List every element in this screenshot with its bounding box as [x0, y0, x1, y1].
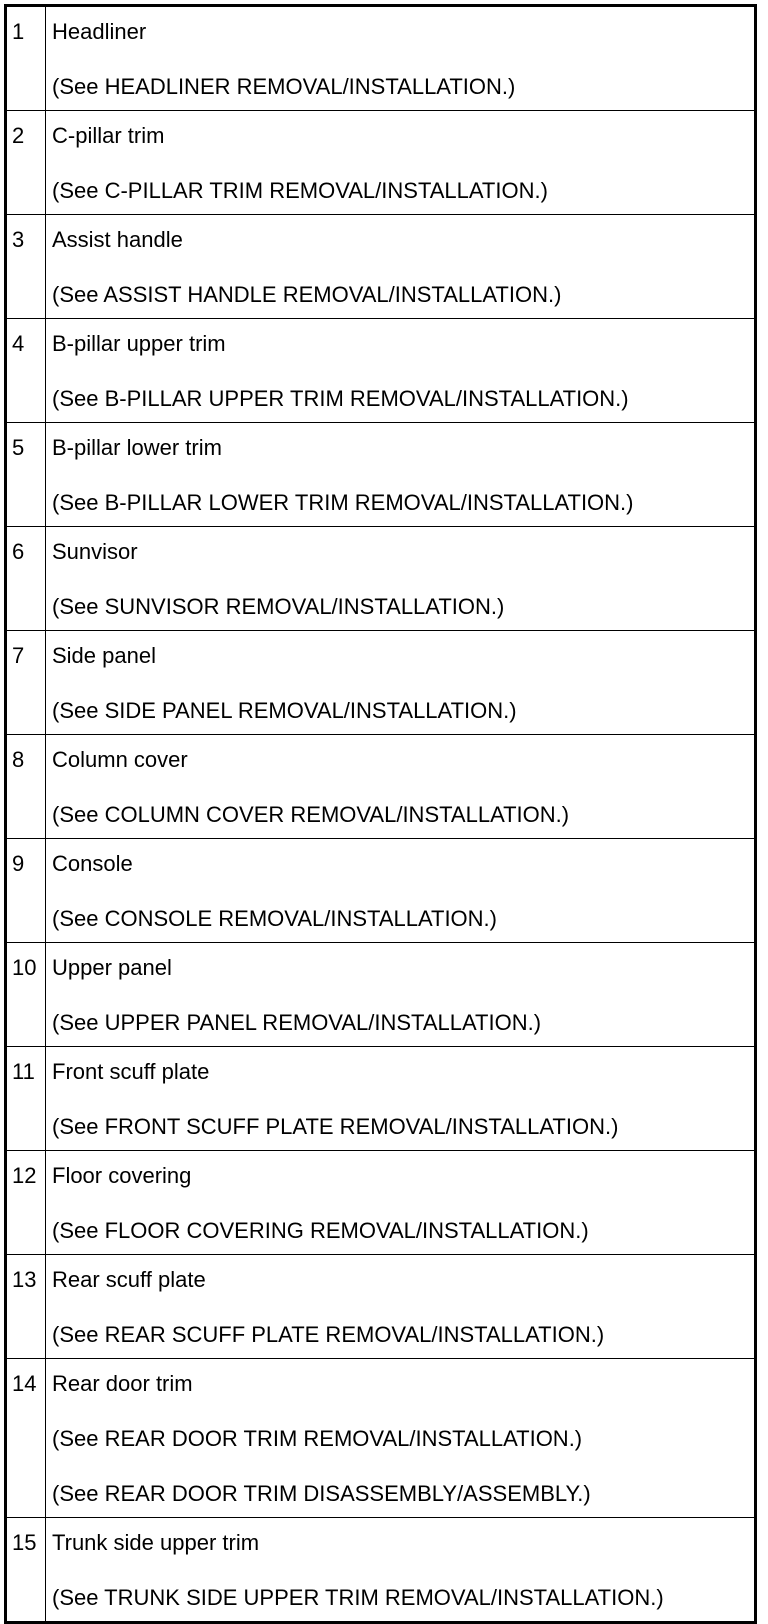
part-name: Assist handle	[52, 227, 183, 252]
item-number: 10	[6, 943, 46, 1047]
item-description	[46, 111, 756, 215]
procedure-reference: (See B-PILLAR UPPER TRIM REMOVAL/INSTALLATION.)	[52, 386, 629, 411]
table-row	[6, 1255, 756, 1359]
table-row	[6, 319, 756, 423]
item-number: 6	[6, 527, 46, 631]
table-row	[6, 943, 756, 1047]
item-description	[46, 6, 756, 111]
item-number: 8	[6, 735, 46, 839]
table-row	[6, 6, 756, 111]
item-number: 13	[6, 1255, 46, 1359]
item-number: 1	[6, 6, 46, 111]
procedure-reference: (See FRONT SCUFF PLATE REMOVAL/INSTALLATION.)	[52, 1114, 619, 1139]
item-description	[46, 631, 756, 735]
item-description	[46, 1047, 756, 1151]
part-name: B-pillar lower trim	[52, 435, 222, 460]
part-name: Rear scuff plate	[52, 1267, 206, 1292]
part-name: Column cover	[52, 747, 188, 772]
item-description	[46, 735, 756, 839]
item-number: 3	[6, 215, 46, 319]
item-number: 5	[6, 423, 46, 527]
table-row	[6, 1151, 756, 1255]
item-number: 15	[6, 1518, 46, 1623]
item-description	[46, 527, 756, 631]
part-name: Floor covering	[52, 1163, 192, 1188]
part-name: Upper panel	[52, 955, 172, 980]
table-row	[6, 735, 756, 839]
item-number: 12	[6, 1151, 46, 1255]
item-number: 4	[6, 319, 46, 423]
table-row	[6, 111, 756, 215]
item-description	[46, 215, 756, 319]
parts-table	[4, 4, 757, 1624]
item-number: 11	[6, 1047, 46, 1151]
part-name: Trunk side upper trim	[52, 1530, 260, 1555]
table-row	[6, 1047, 756, 1151]
item-description	[46, 1255, 756, 1359]
item-number: 7	[6, 631, 46, 735]
procedure-reference: (See SIDE PANEL REMOVAL/INSTALLATION.)	[52, 698, 517, 723]
procedure-reference: (See ASSIST HANDLE REMOVAL/INSTALLATION.)	[52, 282, 562, 307]
part-name: Side panel	[52, 643, 156, 668]
procedure-reference: (See C-PILLAR TRIM REMOVAL/INSTALLATION.)	[52, 178, 548, 203]
table-row	[6, 423, 756, 527]
procedure-reference: (See HEADLINER REMOVAL/INSTALLATION.)	[52, 74, 516, 99]
procedure-reference: (See COLUMN COVER REMOVAL/INSTALLATION.)	[52, 802, 570, 827]
part-name: Console	[52, 851, 133, 876]
part-name: Headliner	[52, 19, 147, 44]
procedure-reference: (See UPPER PANEL REMOVAL/INSTALLATION.)	[52, 1010, 542, 1035]
item-description	[46, 943, 756, 1047]
part-name: C-pillar trim	[52, 123, 165, 148]
table-row	[6, 215, 756, 319]
item-number: 2	[6, 111, 46, 215]
table-row	[6, 631, 756, 735]
item-number: 9	[6, 839, 46, 943]
procedure-reference: (See REAR DOOR TRIM REMOVAL/INSTALLATION.)	[52, 1426, 583, 1451]
table-row	[6, 1359, 756, 1518]
item-description	[46, 319, 756, 423]
item-description	[46, 1151, 756, 1255]
item-description	[46, 839, 756, 943]
part-name: B-pillar upper trim	[52, 331, 226, 356]
procedure-reference: (See B-PILLAR LOWER TRIM REMOVAL/INSTALLATION.)	[52, 490, 634, 515]
table-row	[6, 839, 756, 943]
item-description	[46, 1518, 756, 1623]
parts-table-body	[6, 6, 756, 1623]
procedure-reference: (See CONSOLE REMOVAL/INSTALLATION.)	[52, 906, 497, 931]
part-name: Rear door trim	[52, 1371, 193, 1396]
procedure-reference: (See FLOOR COVERING REMOVAL/INSTALLATION.)	[52, 1218, 589, 1243]
item-number: 14	[6, 1359, 46, 1518]
procedure-reference: (See REAR DOOR TRIM DISASSEMBLY/ASSEMBLY.)	[52, 1481, 591, 1506]
procedure-reference: (See REAR SCUFF PLATE REMOVAL/INSTALLATION.)	[52, 1322, 605, 1347]
procedure-reference: (See SUNVISOR REMOVAL/INSTALLATION.)	[52, 594, 505, 619]
procedure-reference: (See TRUNK SIDE UPPER TRIM REMOVAL/INSTALLATION.)	[52, 1585, 664, 1610]
part-name: Sunvisor	[52, 539, 138, 564]
item-description	[46, 423, 756, 527]
item-description	[46, 1359, 756, 1518]
table-row	[6, 1518, 756, 1623]
part-name: Front scuff plate	[52, 1059, 210, 1084]
table-row	[6, 527, 756, 631]
